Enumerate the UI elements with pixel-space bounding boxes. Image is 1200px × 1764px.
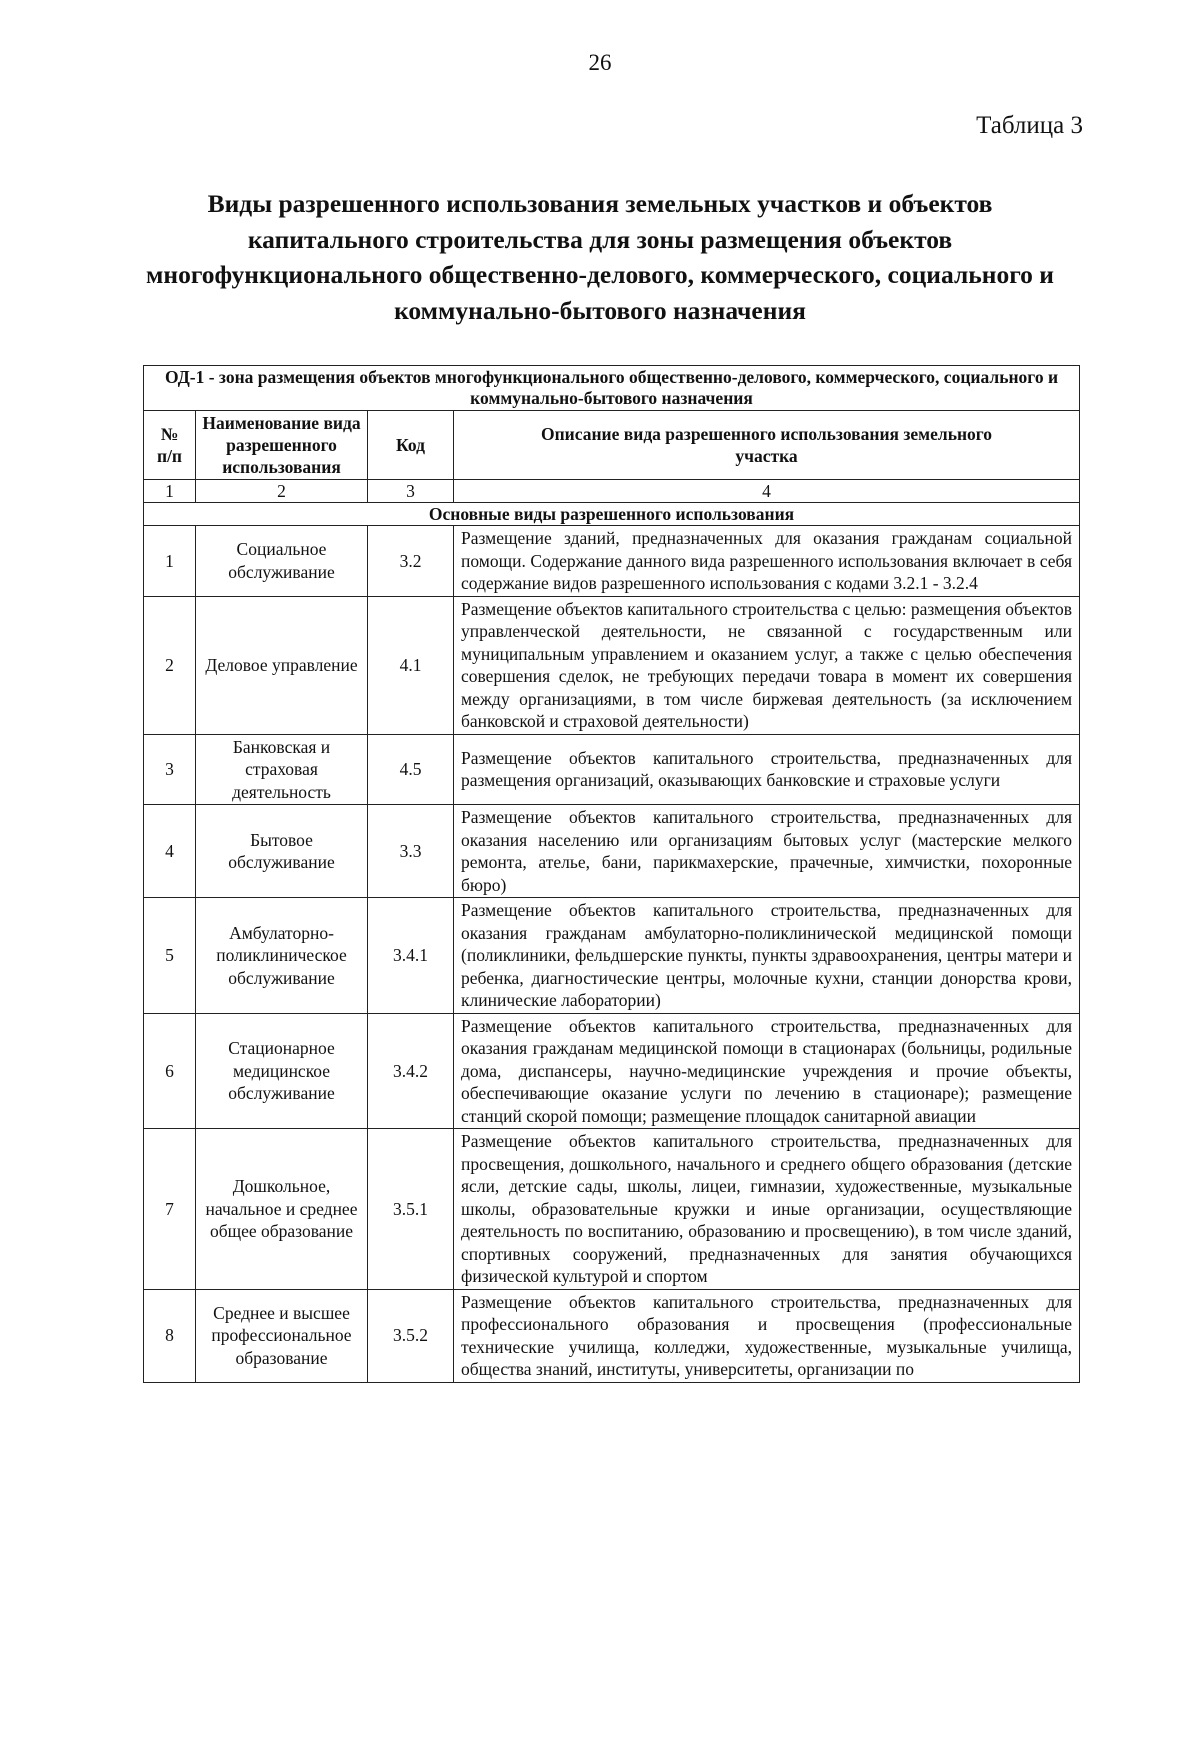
row-number: 5 — [144, 898, 196, 1014]
use-description: Размещение объектов капитального строительства, предназначенных для профессионального образования и просвещения (профессиональные технические училища, колледжи, художественные, музыкальные училища, общества знаний, институты, университеты, организации по — [454, 1289, 1080, 1382]
use-code: 4.1 — [368, 596, 454, 734]
column-header-desc: Описание вида разрешенного использования земельного участка — [454, 411, 1080, 480]
table-row — [144, 1129, 1080, 1290]
use-description: Размещение объектов капитального строительства, предназначенных для размещения организаций, оказывающих банковские и страховые услуги — [454, 734, 1080, 805]
use-code: 3.5.1 — [368, 1129, 454, 1290]
section-row — [144, 503, 1080, 526]
use-description: Размещение объектов капитального строительства, предназначенных для просвещения, дошкольного, начального и среднего общего образования (детские ясли, детские сады, школы, лицеи, гимназии, художественные, музыкальные школы, образовательные кружки и иные организации, осуществляющие деятельность по воспитанию, образованию и просвещению), в том числе зданий, спортивных сооружений, предназначенных для занятия обучающихся физической культурой и спортом — [454, 1129, 1080, 1290]
table-row — [144, 1289, 1080, 1382]
use-type-name: Банковская и страховая деятельность — [196, 734, 368, 805]
table-row — [144, 596, 1080, 734]
table-row — [144, 734, 1080, 805]
column-header-row — [144, 411, 1080, 480]
column-number-row — [144, 480, 1080, 503]
use-code: 3.4.2 — [368, 1013, 454, 1129]
column-number: 4 — [454, 480, 1080, 503]
use-code: 3.3 — [368, 805, 454, 898]
column-number: 3 — [368, 480, 454, 503]
use-code: 3.5.2 — [368, 1289, 454, 1382]
use-description: Размещение объектов капитального строительства, предназначенных для оказания гражданам амбулаторно-поликлинической медицинской помощи (поликлиники, фельдшерские пункты, пункты здравоохранения, центры матери и ребенка, диагностические центры, молочные кухни, станции донорства крови, клинические лаборатории) — [454, 898, 1080, 1014]
row-number: 2 — [144, 596, 196, 734]
page-number: 26 — [588, 50, 612, 75]
use-type-name: Бытовое обслуживание — [196, 805, 368, 898]
use-description: Размещение зданий, предназначенных для оказания гражданам социальной помощи. Содержание данного вида разрешенного использования включает в себя содержание видов разрешенного использования с кодами 3.2.1 - 3.2.4 — [454, 526, 1080, 597]
row-number: 7 — [144, 1129, 196, 1290]
document-title: Виды разрешенного использования земельных участков и объектов капитального строительства для зоны размещения объектов многофункционального общественно-делового, коммерческого, социального и коммунально-бытового назначения — [146, 189, 1054, 325]
column-number: 2 — [196, 480, 368, 503]
use-description: Размещение объектов капитального строительства, предназначенных для оказания населению или организациям бытовых услуг (мастерские мелкого ремонта, ателье, бани, парикмахерские, прачечные, химчистки, похоронные бюро) — [454, 805, 1080, 898]
table-row — [144, 526, 1080, 597]
use-type-name: Деловое управление — [196, 596, 368, 734]
row-number: 1 — [144, 526, 196, 597]
use-description: Размещение объектов капитального строительства с целью: размещения объектов управленческой деятельности, не связанной с государственным или муниципальным управлением и оказанием услуг, а также с целью обеспечения совершения сделок, не требующих передачи товара в момент их совершения между организациями, в том числе биржевая деятельность (за исключением банковской и страховой деятельности) — [454, 596, 1080, 734]
table-label: Таблица 3 — [976, 112, 1083, 139]
use-description: Размещение объектов капитального строительства, предназначенных для оказания гражданам медицинской помощи в стационарах (больницы, родильные дома, диспансеры, научно-медицинские учреждения и прочие объекты, обеспечивающие оказание услуги по лечению в стационаре); размещение станций скорой помощи; размещение площадок санитарной авиации — [454, 1013, 1080, 1129]
column-header-name: Наименование вида разрешенного использования — [196, 411, 368, 480]
use-code: 4.5 — [368, 734, 454, 805]
zone-header-row — [144, 366, 1080, 411]
table-row — [144, 898, 1080, 1014]
use-type-name: Амбулаторно-поликлиническое обслуживание — [196, 898, 368, 1014]
use-type-name: Среднее и высшее профессиональное образование — [196, 1289, 368, 1382]
column-header-num: № п/п — [144, 411, 196, 480]
table-row — [144, 1013, 1080, 1129]
row-number: 3 — [144, 734, 196, 805]
row-number: 6 — [144, 1013, 196, 1129]
use-code: 3.2 — [368, 526, 454, 597]
section-title: Основные виды разрешенного использования — [144, 503, 1080, 526]
row-number: 4 — [144, 805, 196, 898]
use-code: 3.4.1 — [368, 898, 454, 1014]
use-type-name: Социальное обслуживание — [196, 526, 368, 597]
zone-header: ОД-1 - зона размещения объектов многофункционального общественно-делового, коммерческого, социального и коммунально-бытового назначения — [144, 366, 1080, 411]
use-type-name: Дошкольное, начальное и среднее общее образование — [196, 1129, 368, 1290]
use-type-name: Стационарное медицинское обслуживание — [196, 1013, 368, 1129]
column-number: 1 — [144, 480, 196, 503]
table-row — [144, 805, 1080, 898]
land-use-table — [143, 365, 1080, 1383]
row-number: 8 — [144, 1289, 196, 1382]
column-header-code: Код — [368, 411, 454, 480]
